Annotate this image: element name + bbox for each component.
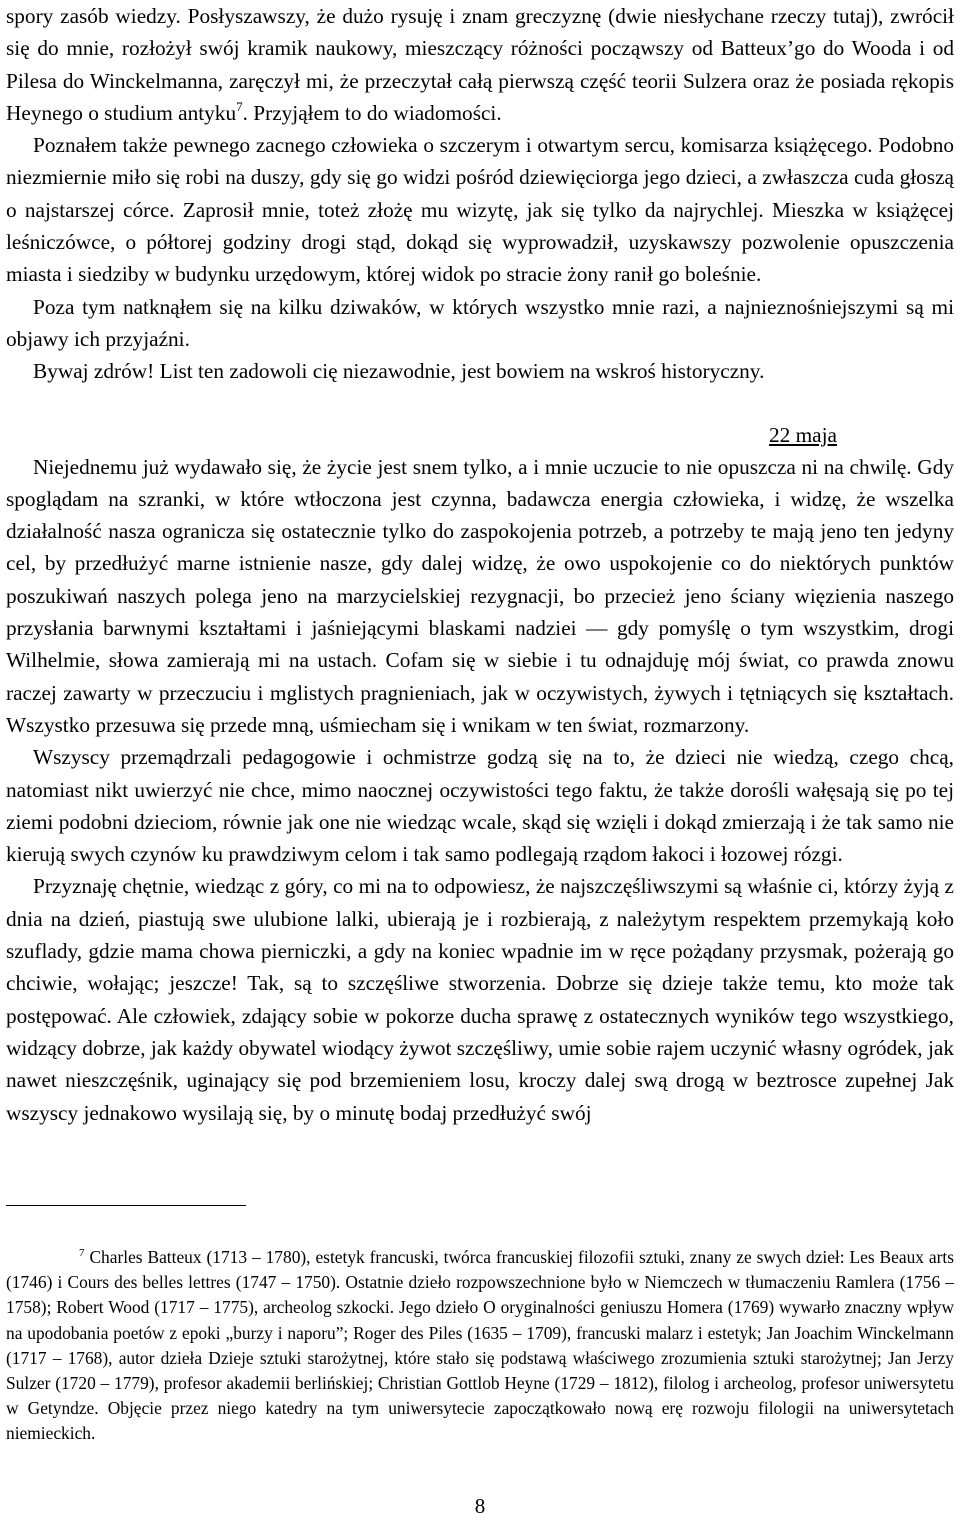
paragraph: Przyznaję chętnie, wiedząc z góry, co mi na to odpowiesz, że najszczęśliwszymi są właśnie ci, którzy żyją z dnia na dzień, piastują swe ulubione lalki, ubierają je i rozbierają, z należytym respektem przemykają koło szuflady, gdzie mama chowa pierniczki, a gdy na koniec wpadnie im w ręce pożądany przysmak, pożerają go chciwie, wołając; jeszcze! Tak, są to szczęśliwe stworzenia. Dobrze się dzieje także temu, kto może tak postępować. Ale człowiek, zdający sobie w pokorze ducha sprawę z ostatecznych wyników tego wszystkiego, widzący dobrze, jak każdy obywatel wiodący żywot szczęśliwy, umie sobie rajem uczynić własny ogródek, jak nawet nieszczęśnik, uginający się pod brzemieniem losu, kroczy dalej swą drogą w beztrosce zupełnej Jak wszyscy jednakowo wysilają się, by o minutę bodaj przedłużyć swój [6,874,954,1125]
footnote [6,1245,954,1447]
page-number: 8 [474,1494,486,1518]
date-heading-text: 22 maja [768,422,837,447]
paragraph [6,0,954,129]
footnote-text: Charles Batteux (1713 – 1780), estetyk francuski, twórca francuskiej filozofii sztuki, znany ze swych dzieł: Les Beaux arts (1746) i Cours des belles lettres (1747 – 1750). Ostatnie dzieło rozpowszechnione było w Niemczech w tłumaczeniu Ramlera (1756 – 1758); Robert Wood (1717 – 1775), archeolog szkocki. Jego dzieło O oryginalności geniuszu Homera (1769) wywarło znaczny wpływ na upodobania poetów z epoki „burzy i naporu”; Roger des Piles (1635 – 1709), francuski malarz i estetyk; Jan Joachim Winckelmann (1717 – 1768), autor dzieła Dzieje sztuki starożytnej, które stało się podstawą właściwego zrozumienia sztuki starożytnej; Jan Jerzy Sulzer (1720 – 1779), profesor akademii berlińskiej; Christian Gottlob Heyne (1729 – 1812), filolog i archeolog, profesor uniwersytetu w Getyndze. Objęcie przez niego katedry na tym uniwersytecie zapoczątkowało nową erę rozwoju filologii na uniwersytetach niemieckich. [6,1247,954,1444]
paragraph-text: spory zasób wiedzy. Posłyszawszy, że dużo rysuję i znam greczyznę (dwie niesłychane rzeczy tutaj), zwrócił się do mnie, rozłożył swój kramik naukowy, mieszczący różności począwszy od Batteux’go do Wooda i od Pilesa do Winckelmanna, zaręczył mi, że przeczytał całą pierwszą część teorii Sulzera oraz że posiada rękopis Heynego o studium antyku [6,4,954,125]
paragraph-text-tail: . Przyjąłem to do wiadomości. [242,100,502,125]
footnote-number: 7 [79,1247,85,1259]
paragraph: Wszyscy przemądrzali pedagogowie i ochmistrze godzą się na to, że dzieci nie wiedzą, czego chcą, natomiast nikt uwierzyć nie chce, mimo naocznej oczywistości tego faktu, że także dorośli wałęsają się po tej ziemi podobni dzieciom, równie jak one nie wiedząc wcale, skąd się wzięli i dokąd zmierzają i że tak samo nie kierują swych czynów ku prawdziwym celom i tak samo podlegają rządom łakoci i łozowej rózgi. [6,745,954,867]
footnote-reference: 7 [236,98,243,114]
paragraph: Niejednemu już wydawało się, że życie jest snem tylko, a i mnie uczucie to nie opuszcza ni na chwilę. Gdy spoglądam na szranki, w które wtłoczona jest czynna, badawcza energia człowieka, i widzę, że wszelka działalność nasza ogranicza się ostatecznie tylko do zaspokojenia potrzeb, a potrzeby te mają jeno ten jedyny cel, by przedłużyć marne istnienie nasze, gdy dalej widzę, że owo uspokojenie co do niektórych punktów poszukiwań naszych polega jeno na marzycielskiej rezygnacji, bo przecież jeno ściany więzienia naszego przysłania barwnymi kształtami i jaśniejącymi blaskami nadziei — gdy pomyślę o tym wszystkim, drogi Wilhelmie, słowa zamierają mi na ustach. Cofam się w siebie i tu odnajduję mój świat, co prawda znowu raczej zawarty w przeczuciu i mglistych pragnieniach, jak w oczywistych, żywych i tętniących się kształtach. Wszystko przesuwa się przede mną, uśmiecham się i wnikam w ten świat, rozmarzony. [6,454,954,737]
paragraph: Poznałem także pewnego zacnego człowieka o szczerym i otwartym sercu, komisarza książęcego. Podobno niezmiernie miło się robi na duszy, gdy się go widzi pośród dziewięciorga jego dzieci, a zwłaszcza cuda głoszą o najstarszej córce. Zaprosił mnie, toteż złożę mu wizytę, jak się tylko da najrychlej. Mieszka w książęcej leśniczówce, o półtorej godziny drogi stąd, dokąd się wyprowadził, uzyskawszy pozwolenie opuszczenia miasta i siedziby w budynku urzędowym, której widok po stracie żony ranił go boleśnie. [6,133,954,287]
footnote-separator [6,1205,246,1206]
paragraph: Bywaj zdrów! List ten zadowoli cię niezawodnie, jest bowiem na wskroś historyczny. [33,359,765,384]
date-heading [6,419,954,451]
body-text [6,0,954,1129]
footnotes [6,1245,954,1447]
paragraph: Poza tym natknąłem się na kilku dziwaków, w których wszystko mnie razi, a najnieznośniejszymi są mi objawy ich przyjaźni. [6,294,954,351]
